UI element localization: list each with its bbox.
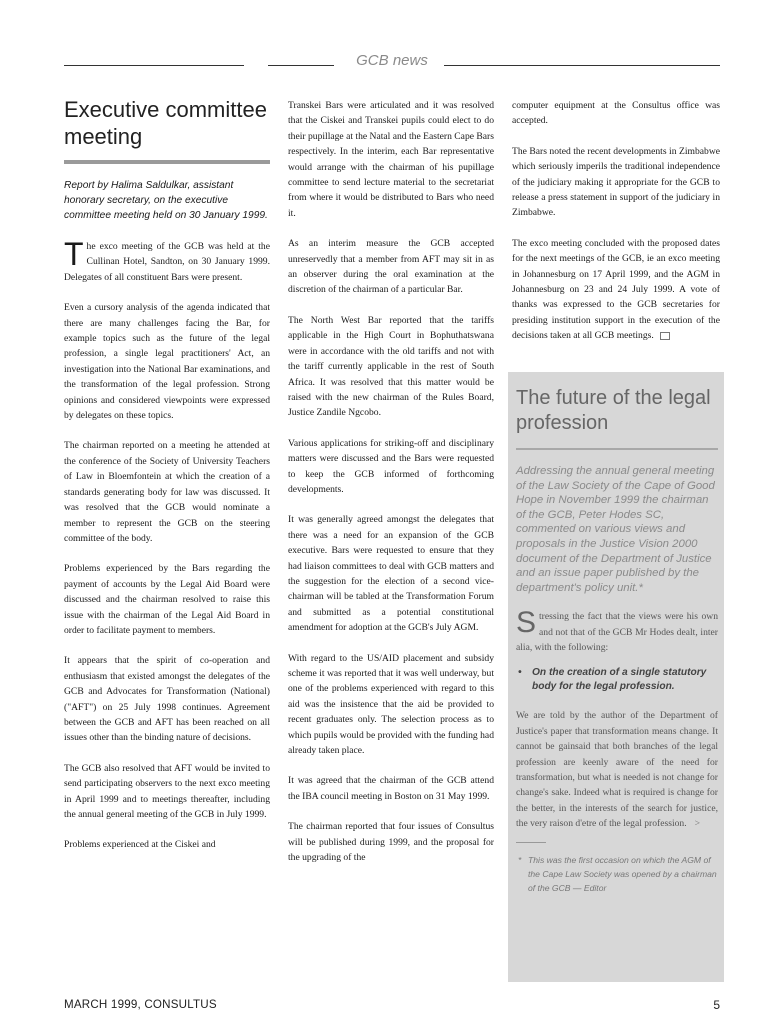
paragraph: Problems experienced at the Ciskei and — [64, 839, 216, 851]
sidebar-bullet — [516, 666, 718, 695]
bullet-icon: • — [518, 666, 522, 678]
drop-cap: T — [64, 236, 84, 272]
paragraph: The chairman reported that four issues of Consultus will be published during 1999, and the proposal for the upgrading of the — [288, 821, 494, 864]
paragraph: Problems experienced by the Bars regarding the payment of accounts by the Legal Aid Board were discussed and the chairman resolved to raise this issue with the chairman of the Legal Aid Board in order to facilitate payment to members. — [64, 563, 270, 636]
paragraph: The Bars noted the recent developments in Zimbabwe which seriously imperils the traditional independence of the judiciary making it appropriate for the GCB to release a press statement in support of the judiciary in Zimbabwe. — [512, 145, 720, 219]
continued-arrow-icon: > — [694, 818, 701, 830]
paragraph-final — [512, 236, 720, 344]
final-paragraph-text: The exco meeting concluded with the proposed dates for the next meetings of the GCB, ie an exco meeting in Johannesburg on 17 April 1999, and the AGM in Johannesburg on 23 and 24 July 1999. A vote of thanks was expressed to the GCB secretaries for presiding institution support in the execution of the decisions taken at all GCB meetings. — [512, 237, 720, 342]
paragraph: It was generally agreed amongst the delegates that there was a need for an expansion of the GCB executive. Bars were requested to ensure that they had liaison committees to deal with GCB matters and the suggestion for the election of a second vice-chairman will be tabled at the Transformation Forum and submitted as a potential constitutional amendment for adoption at the GCB's July AGM. — [288, 514, 494, 634]
page-number: 5 — [713, 998, 720, 1012]
sidebar-bullet-text: On the creation of a single statutory body for the legal profession. — [532, 666, 707, 692]
paragraph: Even a cursory analysis of the agenda indicated that there are many challenges facing the Bar, for example topics such as the future of the legal profession, a single legal practitioners' Act, an investigation into the National Bar examinations, and the transformation of the legal profession. Strong opinions and considered viewpoints were expressed by delegates on these topics. — [64, 302, 270, 422]
sidebar-paragraph-2-text: We are told by the author of the Department of Justice's paper that transformation means change. It cannot be gainsaid that both branches of the legal profession are keenly aware of the need for transformation, but what is needed is not change for change's sake. Indeed what is required is change for the better, in the interests of the search for justice, the very raison d'etre of the legal profession. — [516, 710, 718, 830]
paragraph: It appears that the spirit of co-operation and enthusiasm that existed amongst the delegates of the GCB and Advocates for Transformation (National) ("AFT") on 25 July 1998 continues. Agreement between the GCB and AFT has been reached on all issues other than the binding nature of decisions. — [64, 655, 270, 744]
sidebar-drop-cap: S — [516, 606, 537, 640]
section-header — [64, 52, 720, 72]
footer-issue: MARCH 1999, CONSULTUS — [64, 998, 217, 1011]
footnote-rule — [516, 842, 546, 843]
end-of-article-icon — [660, 332, 670, 340]
column-3 — [512, 98, 720, 359]
header-rule-mid — [268, 65, 334, 66]
paragraph: The chairman reported on a meeting he attended at the conference of the Society of University Teachers of Law in Bloemfontein at which the creation of a standards generating body for law was discussed. It was resolved that the GCB would nominate a member to represent the GCB on the steering committee of the body. — [64, 440, 270, 544]
column-2 — [288, 98, 494, 880]
article-title: Executive committee meeting — [64, 97, 267, 149]
paragraph: The North West Bar reported that the tariffs applicable in the High Court in Bophuthatswana were in accordance with the old tariffs and not with the tariff currently applicable in the rest of South Africa. It was resolved that this matter would be raised with the new chairman of the Rules Board, Justice Zandile Ngcobo. — [288, 314, 494, 419]
section-title: GCB news — [356, 52, 428, 69]
paragraph: Transkei Bars were articulated and it was resolved that the Ciskei and Transkei pupils could elect to do their pupillage at the Natal and the Eastern Cape Bars respectively. In the interim, each Bar representative would arrange with the chairman of his pupillage committee to send lecture material to the secretariat from where it would be distributed to Bars who need it. — [288, 100, 494, 219]
title-rule — [64, 160, 270, 164]
sidebar-paragraph — [516, 606, 718, 655]
sidebar-footnote-text: This was the first occasion on which the AGM of the Cape Law Society was opened by a chairman of the GCB — Editor — [528, 854, 717, 893]
sidebar-footnote — [516, 853, 718, 895]
header-rule-right — [444, 65, 720, 66]
footnote-mark: * — [518, 854, 522, 865]
paragraph: The GCB also resolved that AFT would be invited to send participating observers to the next exco meeting in April 1999 and to meetings thereafter, including the annual general meeting of the GCB in July 1999. — [64, 762, 270, 820]
article-standfirst: Report by Halima Saldulkar, assistant honorary secretary, on the executive committee meeting held on 30 January 1999. — [64, 180, 268, 221]
sidebar-box — [508, 372, 724, 982]
sidebar-intro: Addressing the annual general meeting of the Law Society of the Cape of Good Hope in November 1999 the chairman of the GCB, Peter Hodes SC, commented on various views and proposals in the Justice Vision 2000 document of the Department of Justice and an issue paper published by the department's policy unit.* — [516, 465, 715, 594]
paragraph: It was agreed that the chairman of the GCB attend the IBA council meeting in Boston on 31 May 1999. — [288, 775, 494, 802]
first-paragraph-text: he exco meeting of the GCB was held at the Cullinan Hotel, Sandton, on 30 January 1999. Delegates of all constituent Bars were present. — [64, 241, 270, 283]
paragraph: As an interim measure the GCB accepted unreservedly that a member from AFT may sit in as an observer during the oral examination at the discretion of the chairman of a particular Bar. — [288, 238, 494, 296]
paragraph: With regard to the US/AID placement and subsidy scheme it was reported that it was well underway, but one of the problems experienced with regard to this aid was the insistence that the aid be provided to recent graduates only. The selection process as to which pupils would be provided with the funding had already taken place. — [288, 652, 494, 757]
paragraph: Various applications for striking-off and disciplinary matters were discussed and the Bars were requested to keep the GCB informed of forthcoming developments. — [288, 437, 494, 495]
sidebar-title: The future of the legal profession — [516, 387, 711, 434]
sidebar-paragraph-text: tressing the fact that the views were his own and not that of the GCB Mr Hodes dealt, inter alia, with the following: — [516, 611, 718, 654]
first-paragraph — [64, 236, 270, 285]
header-rule-left — [64, 65, 244, 66]
paragraph: computer equipment at the Consultus office was accepted. — [512, 100, 720, 127]
column-1 — [64, 96, 270, 868]
sidebar-rule — [516, 448, 718, 450]
sidebar-paragraph-2 — [516, 708, 718, 831]
